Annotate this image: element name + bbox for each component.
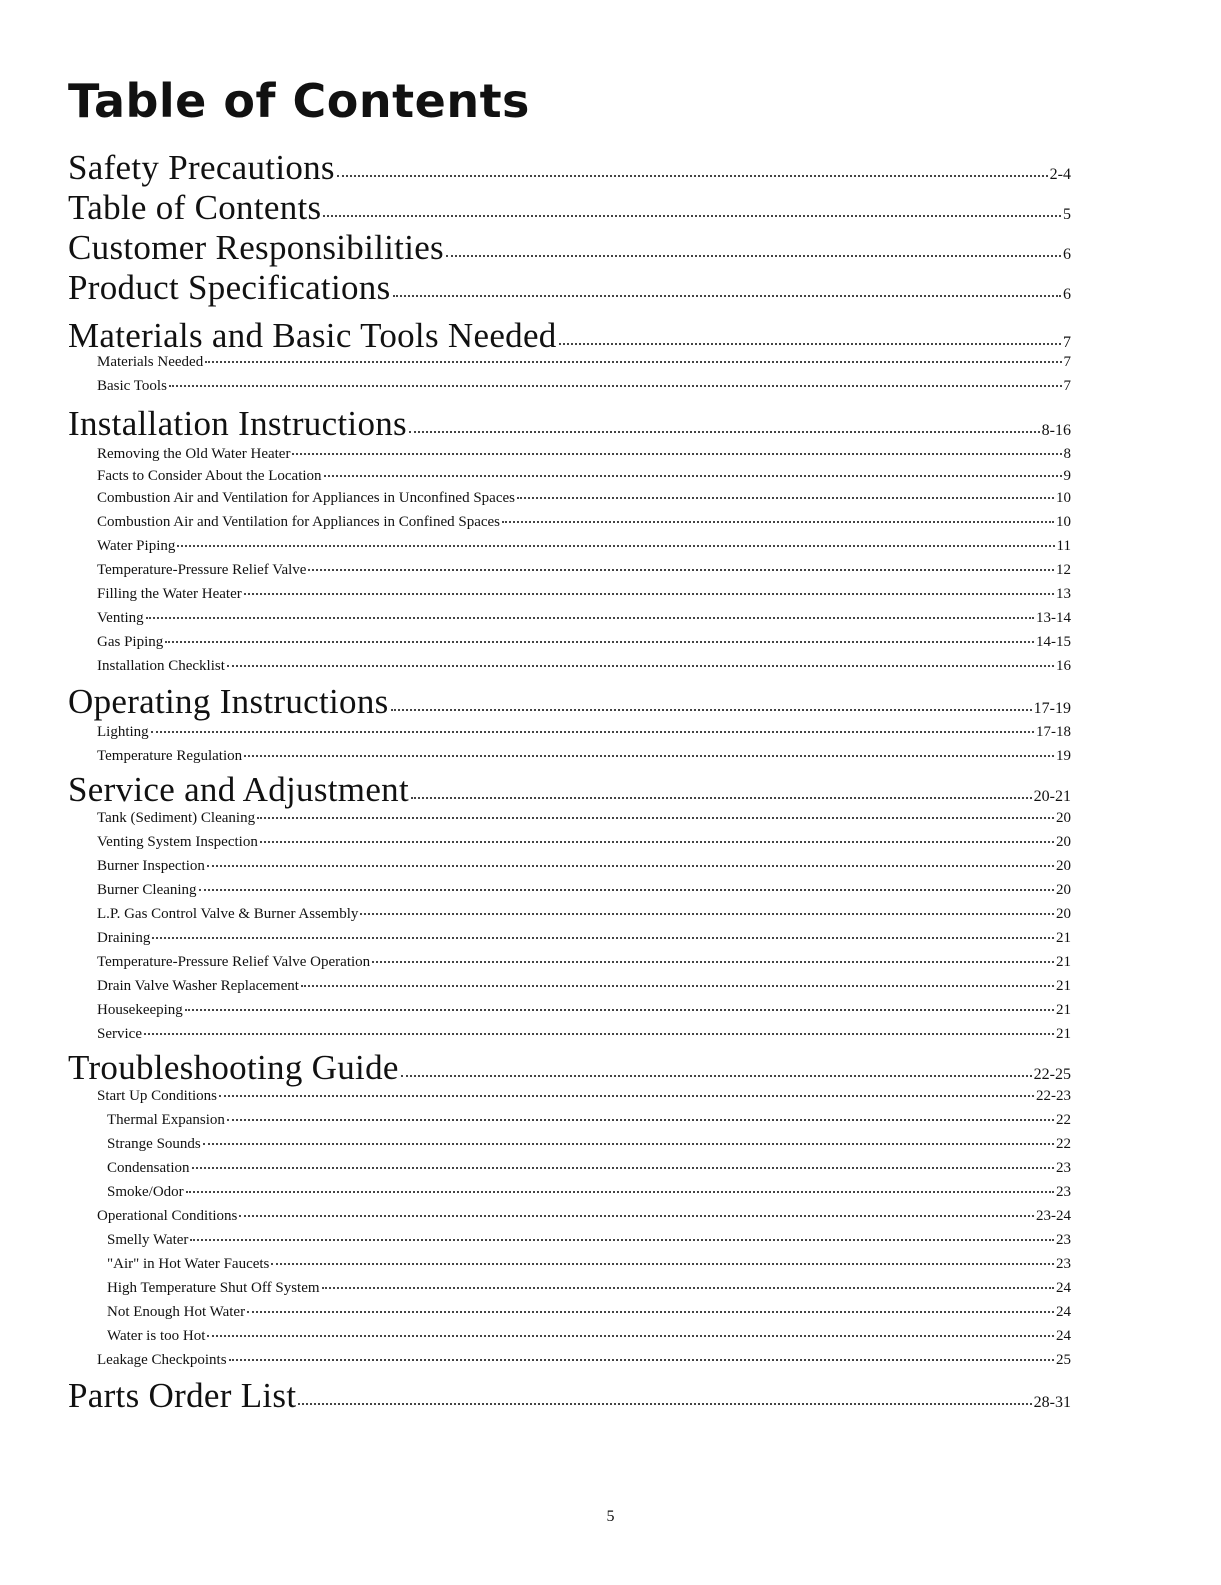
- toc-entry-page: 23-24: [1036, 1208, 1071, 1224]
- toc-subsection: [97, 538, 1071, 555]
- toc-subsection: [107, 1184, 1071, 1201]
- toc-subsection: [107, 1280, 1071, 1297]
- toc-subsection: [97, 882, 1071, 899]
- toc-subsection: [97, 954, 1071, 971]
- toc-entry-page: 13-14: [1036, 610, 1071, 626]
- dot-leader: [185, 1009, 1054, 1011]
- dot-leader: [337, 175, 1048, 177]
- dot-leader: [227, 665, 1054, 667]
- dot-leader: [446, 255, 1061, 257]
- toc-subsection: [97, 634, 1071, 651]
- toc-entry-page: 21: [1056, 1002, 1071, 1018]
- toc-section: [68, 682, 1071, 722]
- dot-leader: [559, 343, 1061, 345]
- toc-entry-page: 20: [1056, 858, 1071, 874]
- toc-subsection: [97, 748, 1071, 765]
- dot-leader: [207, 865, 1054, 867]
- toc-entry-label: Burner Cleaning: [97, 882, 197, 898]
- toc-section: [68, 770, 1071, 810]
- toc-subsection: [97, 1088, 1071, 1105]
- toc-subsection: [97, 446, 1071, 463]
- toc-entry-page: 21: [1056, 930, 1071, 946]
- toc-subsection: [97, 586, 1071, 603]
- dot-leader: [203, 1143, 1054, 1145]
- dot-leader: [360, 913, 1054, 915]
- dot-leader: [192, 1167, 1055, 1169]
- toc-entry-page: 7: [1063, 378, 1071, 394]
- dot-leader: [152, 937, 1054, 939]
- toc-entry-label: Operational Conditions: [97, 1208, 238, 1224]
- toc-entry-label: Temperature-Pressure Relief Valve: [97, 562, 307, 578]
- toc-entry-label: Combustion Air and Ventilation for Appliances in Unconfined Spaces: [97, 490, 515, 506]
- toc-entry-label: Parts Order List: [68, 1376, 297, 1415]
- toc-entry-label: Temperature Regulation: [97, 748, 243, 764]
- toc-entry-label: Venting: [97, 610, 144, 626]
- dot-leader: [247, 1311, 1054, 1313]
- toc-entry-page: 19: [1056, 748, 1071, 764]
- toc-entry-label: L.P. Gas Control Valve & Burner Assembly: [97, 906, 359, 922]
- toc-entry-label: Thermal Expansion: [107, 1112, 225, 1128]
- toc-subsection: [97, 906, 1071, 923]
- toc-subsection: [97, 610, 1071, 627]
- toc-entry-page: 5: [1063, 206, 1071, 223]
- dot-leader: [244, 755, 1054, 757]
- toc-entry-label: Tank (Sediment) Cleaning: [97, 810, 256, 826]
- dot-leader: [219, 1095, 1034, 1097]
- toc-entry-page: 20: [1056, 882, 1071, 898]
- dot-leader: [517, 497, 1054, 499]
- toc-entry-label: Smoke/Odor: [107, 1184, 184, 1200]
- toc-entry-page: 23: [1056, 1184, 1071, 1200]
- toc-entry-page: 10: [1056, 514, 1071, 530]
- dot-leader: [165, 641, 1034, 643]
- toc-entry-page: 8-16: [1041, 422, 1071, 439]
- dot-leader: [301, 985, 1054, 987]
- toc-entry-label: Not Enough Hot Water: [107, 1304, 246, 1320]
- toc-entry-page: 23: [1056, 1256, 1071, 1272]
- dot-leader: [229, 1359, 1054, 1361]
- toc-entry-label: Removing the Old Water Heater: [97, 446, 291, 462]
- toc-entry-label: Combustion Air and Ventilation for Appliances in Confined Spaces: [97, 514, 501, 530]
- toc-entry-page: 23: [1056, 1160, 1071, 1176]
- toc-subsection: [97, 1002, 1071, 1019]
- toc-section: [68, 316, 1071, 356]
- toc-entry-page: 23: [1056, 1232, 1071, 1248]
- toc-entry-label: Smelly Water: [107, 1232, 189, 1248]
- toc-subsection: [97, 562, 1071, 579]
- toc-entry-page: 28-31: [1033, 1394, 1071, 1411]
- dot-leader: [271, 1263, 1054, 1265]
- toc-entry-page: 14-15: [1036, 634, 1071, 650]
- dot-leader: [292, 453, 1061, 455]
- toc-subsection: [97, 858, 1071, 875]
- toc-entry-page: 17-18: [1036, 724, 1071, 740]
- toc-entry-label: Burner Inspection: [97, 858, 205, 874]
- toc-subsection: [97, 930, 1071, 947]
- toc-entry-page: 10: [1056, 490, 1071, 506]
- toc-entry-label: Housekeeping: [97, 1002, 183, 1018]
- toc-entry-page: 7: [1063, 354, 1071, 370]
- toc-entry-page: 21: [1056, 978, 1071, 994]
- toc-entry-label: Operating Instructions: [68, 682, 389, 721]
- toc-entry-page: 16: [1056, 658, 1071, 674]
- toc-section: [68, 268, 1071, 308]
- dot-leader: [227, 1119, 1054, 1121]
- toc-entry-page: 7: [1063, 334, 1071, 351]
- toc-entry-label: Facts to Consider About the Location: [97, 468, 322, 484]
- toc-entry-label: Troubleshooting Guide: [68, 1048, 399, 1087]
- toc-subsection: [97, 490, 1071, 507]
- toc-entry-page: 21: [1056, 954, 1071, 970]
- toc-subsection: [97, 1352, 1071, 1369]
- toc-entry-label: Drain Valve Washer Replacement: [97, 978, 299, 994]
- dot-leader: [324, 475, 1062, 477]
- dot-leader: [244, 593, 1054, 595]
- dot-leader: [207, 1335, 1054, 1337]
- toc-section: [68, 148, 1071, 188]
- toc-entry-page: 22: [1056, 1112, 1071, 1128]
- toc-entry-page: 21: [1056, 1026, 1071, 1042]
- dot-leader: [190, 1239, 1054, 1241]
- toc-subsection: [107, 1232, 1071, 1249]
- dot-leader: [502, 521, 1054, 523]
- toc-section: [68, 228, 1071, 268]
- dot-leader: [298, 1403, 1031, 1405]
- toc-entry-label: Water is too Hot: [107, 1328, 206, 1344]
- dot-leader: [260, 841, 1054, 843]
- toc-entry-label: Venting System Inspection: [97, 834, 258, 850]
- dot-leader: [205, 361, 1061, 363]
- toc-entry-page: 20: [1056, 810, 1071, 826]
- toc-entry-page: 22-23: [1036, 1088, 1071, 1104]
- dot-leader: [393, 295, 1061, 297]
- toc-section: [68, 188, 1071, 228]
- toc-entry-page: 24: [1056, 1280, 1071, 1296]
- toc-entry-label: Draining: [97, 930, 151, 946]
- toc-section: [68, 1048, 1071, 1088]
- toc-entry-page: 24: [1056, 1328, 1071, 1344]
- toc-subsection: [107, 1112, 1071, 1129]
- toc-entry-page: 20-21: [1033, 788, 1071, 805]
- toc-entry-label: Gas Piping: [97, 634, 164, 650]
- toc-entry-label: Product Specifications: [68, 268, 391, 307]
- dot-leader: [177, 545, 1054, 547]
- dot-leader: [239, 1215, 1034, 1217]
- toc-subsection: [97, 978, 1071, 995]
- toc-subsection: [107, 1160, 1071, 1177]
- toc-entry-label: Strange Sounds: [107, 1136, 201, 1152]
- toc-subsection: [97, 834, 1071, 851]
- toc-section: [68, 1376, 1071, 1416]
- toc-entry-label: Customer Responsibilities: [68, 228, 444, 267]
- toc-entry-label: Filling the Water Heater: [97, 586, 242, 602]
- toc-subsection: [97, 810, 1071, 827]
- toc-subsection: [97, 1026, 1071, 1043]
- dot-leader: [199, 889, 1054, 891]
- toc-entry-page: 22: [1056, 1136, 1071, 1152]
- dot-leader: [257, 817, 1054, 819]
- dot-leader: [411, 797, 1032, 799]
- toc-subsection: [97, 514, 1071, 531]
- toc-entry-page: 6: [1063, 246, 1071, 263]
- toc-entry-page: 24: [1056, 1304, 1071, 1320]
- toc-entry-label: "Air" in Hot Water Faucets: [107, 1256, 270, 1272]
- dot-leader: [401, 1075, 1032, 1077]
- page-title: Table of Contents: [68, 74, 530, 128]
- toc-subsection: [107, 1304, 1071, 1321]
- dot-leader: [186, 1191, 1054, 1193]
- toc-subsection: [107, 1328, 1071, 1345]
- toc-entry-page: 12: [1056, 562, 1071, 578]
- toc-entry-page: 13: [1056, 586, 1071, 602]
- toc-entry-page: 11: [1056, 538, 1071, 554]
- dot-leader: [144, 1033, 1054, 1035]
- toc-entry-label: Materials Needed: [97, 354, 204, 370]
- toc-subsection: [97, 1208, 1071, 1225]
- toc-subsection: [107, 1136, 1071, 1153]
- toc-section: [68, 404, 1071, 444]
- dot-leader: [146, 617, 1034, 619]
- toc-entry-page: 20: [1056, 834, 1071, 850]
- toc-entry-label: Condensation: [107, 1160, 190, 1176]
- toc-subsection: [97, 724, 1071, 741]
- toc-subsection: [97, 468, 1071, 485]
- page-number: 5: [606, 1508, 615, 1525]
- toc-entry-label: Water Piping: [97, 538, 176, 554]
- toc-subsection: [107, 1256, 1071, 1273]
- dot-leader: [409, 431, 1040, 433]
- toc-entry-label: Service: [97, 1026, 142, 1042]
- toc-entry-label: Installation Checklist: [97, 658, 225, 674]
- toc-entry-page: 17-19: [1033, 700, 1071, 717]
- toc-subsection: [97, 378, 1071, 395]
- toc-entry-label: Start Up Conditions: [97, 1088, 218, 1104]
- dot-leader: [169, 385, 1062, 387]
- toc-entry-page: 6: [1063, 286, 1071, 303]
- toc-entry-page: 9: [1063, 468, 1071, 484]
- dot-leader: [322, 1287, 1054, 1289]
- toc-entry-label: Leakage Checkpoints: [97, 1352, 227, 1368]
- toc-entry-label: Installation Instructions: [68, 404, 407, 443]
- toc-entry-label: Materials and Basic Tools Needed: [68, 316, 557, 355]
- toc-entry-page: 8: [1063, 446, 1071, 462]
- dot-leader: [391, 709, 1032, 711]
- toc-entry-page: 2-4: [1049, 166, 1071, 183]
- toc-entry-label: Lighting: [97, 724, 149, 740]
- dot-leader: [308, 569, 1054, 571]
- toc-entry-label: Safety Precautions: [68, 148, 335, 187]
- toc-subsection: [97, 354, 1071, 371]
- toc-entry-label: High Temperature Shut Off System: [107, 1280, 320, 1296]
- toc-entry-label: Service and Adjustment: [68, 770, 409, 809]
- toc-entry-label: Basic Tools: [97, 378, 167, 394]
- dot-leader: [323, 215, 1061, 217]
- toc-entry-page: 22-25: [1033, 1066, 1071, 1083]
- toc-subsection: [97, 658, 1071, 675]
- toc-entry-page: 20: [1056, 906, 1071, 922]
- dot-leader: [372, 961, 1054, 963]
- toc-entry-label: Temperature-Pressure Relief Valve Operation: [97, 954, 371, 970]
- toc-entry-page: 25: [1056, 1352, 1071, 1368]
- dot-leader: [151, 731, 1034, 733]
- toc-entry-label: Table of Contents: [68, 188, 322, 227]
